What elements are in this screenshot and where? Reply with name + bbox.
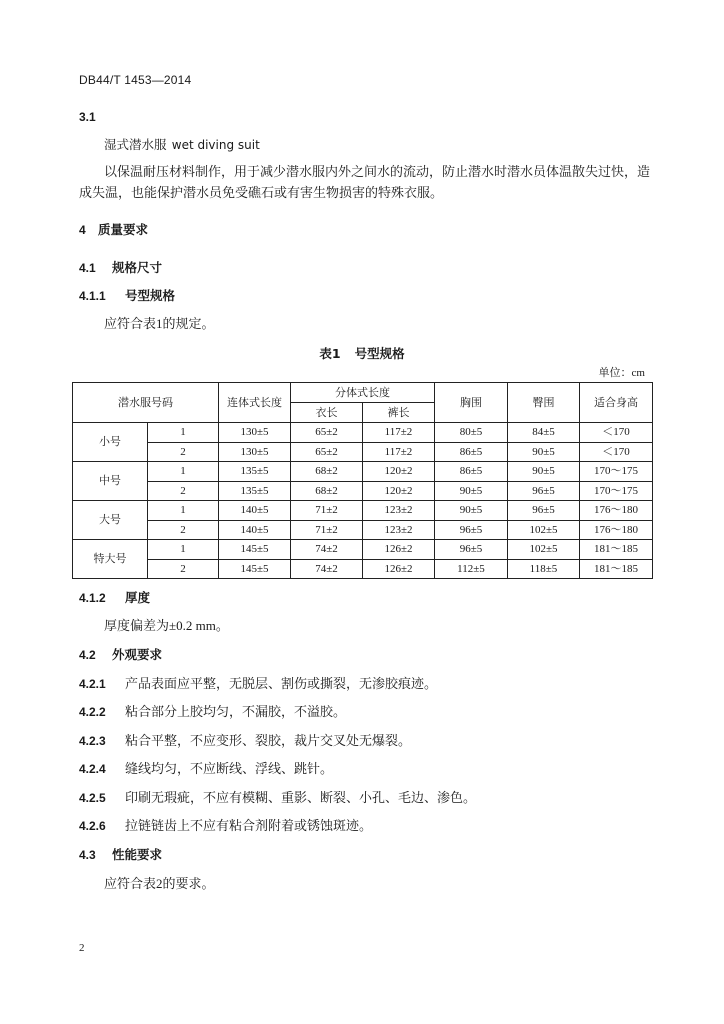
- pants-length-cell: 123±2: [363, 501, 435, 521]
- chest-cell: 90±5: [435, 501, 508, 521]
- clause-item-number: 4.2.4: [79, 762, 106, 776]
- height-cell: ＜170: [580, 442, 653, 462]
- heading-4-1-2: [79, 590, 151, 606]
- chest-cell: 80±5: [435, 423, 508, 443]
- clause-item-number: 4.2.3: [79, 734, 106, 748]
- size-number-cell: 1: [148, 423, 219, 443]
- onepiece-length-cell: 140±5: [219, 520, 291, 540]
- onepiece-length-cell: 135±5: [219, 481, 291, 501]
- heading-title: 号型规格: [125, 288, 176, 303]
- table-caption-label: 表1: [319, 346, 341, 361]
- table-row: [73, 423, 653, 443]
- clause-item-text: 粘合部分上胶均匀，不漏胶，不溢胶。: [125, 704, 347, 719]
- clause-number-3-1: 3.1: [79, 110, 96, 124]
- top-length-cell: 71±2: [291, 501, 363, 521]
- heading-4-1: [79, 260, 163, 276]
- heading-title: 性能要求: [112, 847, 163, 862]
- header-hip: 臀围: [508, 383, 580, 423]
- pants-length-cell: 117±2: [363, 423, 435, 443]
- height-cell: 181～185: [580, 559, 653, 579]
- header-pants-length: 裤长: [363, 403, 435, 423]
- heading-title: 规格尺寸: [112, 260, 163, 275]
- header-chest: 胸围: [435, 383, 508, 423]
- definition-line-2: 成失温，也能保护潜水员免受礁石或有害生物损害的特殊衣服。: [79, 185, 444, 200]
- chest-cell: 96±5: [435, 520, 508, 540]
- paragraph-thickness: 厚度偏差为±0.2 mm。: [104, 618, 229, 633]
- top-length-cell: 65±2: [291, 423, 363, 443]
- header-onepiece-length: 连体式长度: [219, 383, 291, 423]
- height-cell: 176～180: [580, 501, 653, 521]
- size-name-cell: 小号: [73, 423, 148, 462]
- hip-cell: 90±5: [508, 442, 580, 462]
- header-top-length: 衣长: [291, 403, 363, 423]
- heading-number: 4.1.1: [79, 289, 106, 303]
- clause-item: [79, 733, 412, 749]
- heading-number: 4: [79, 223, 86, 237]
- clause-item-text: 拉链链齿上不应有粘合剂附着或锈蚀斑迹。: [125, 818, 373, 833]
- table-header-row: [73, 383, 653, 403]
- table-unit: 单位：cm: [598, 367, 645, 379]
- clause-item-number: 4.2.5: [79, 791, 106, 805]
- term-english: wet diving suit: [171, 138, 260, 152]
- header-twopiece-length: 分体式长度: [291, 383, 435, 403]
- definition-line-1: 以保温耐压材料制作，用于减少潜水服内外之间水的流动，防止潜水时潜水员体温散失过快，造: [104, 164, 651, 179]
- size-number-cell: 2: [148, 442, 219, 462]
- header-size-code: 潜水服号码: [73, 383, 219, 423]
- table-row: [73, 442, 653, 462]
- hip-cell: 84±5: [508, 423, 580, 443]
- top-length-cell: 65±2: [291, 442, 363, 462]
- heading-4: [79, 222, 149, 238]
- term-heading: [104, 137, 260, 153]
- clause-item: [79, 704, 347, 720]
- size-number-cell: 1: [148, 462, 219, 482]
- heading-4-3: [79, 847, 163, 863]
- size-number-cell: 1: [148, 501, 219, 521]
- table-row: [73, 520, 653, 540]
- table-row: [73, 559, 653, 579]
- onepiece-length-cell: 135±5: [219, 462, 291, 482]
- heading-number: 4.3: [79, 848, 96, 862]
- pants-length-cell: 120±2: [363, 481, 435, 501]
- onepiece-length-cell: 130±5: [219, 442, 291, 462]
- pants-length-cell: 126±2: [363, 540, 435, 560]
- heading-title: 质量要求: [98, 222, 149, 237]
- chest-cell: 90±5: [435, 481, 508, 501]
- table-caption-title: 号型规格: [354, 346, 405, 361]
- paragraph-table1-ref: 应符合表1的规定。: [104, 316, 215, 331]
- pants-length-cell: 120±2: [363, 462, 435, 482]
- hip-cell: 96±5: [508, 501, 580, 521]
- header-height: 适合身高: [580, 383, 653, 423]
- size-number-cell: 2: [148, 520, 219, 540]
- clause-item-text: 粘合平整，不应变形、裂胶，裁片交叉处无爆裂。: [125, 733, 412, 748]
- pants-length-cell: 117±2: [363, 442, 435, 462]
- term-chinese: 湿式潜水服: [104, 137, 167, 152]
- height-cell: 176～180: [580, 520, 653, 540]
- table-row: [73, 481, 653, 501]
- size-name-cell: 大号: [73, 501, 148, 540]
- top-length-cell: 71±2: [291, 520, 363, 540]
- onepiece-length-cell: 145±5: [219, 559, 291, 579]
- hip-cell: 102±5: [508, 520, 580, 540]
- page-number: 2: [79, 942, 85, 954]
- chest-cell: 112±5: [435, 559, 508, 579]
- top-length-cell: 68±2: [291, 481, 363, 501]
- top-length-cell: 74±2: [291, 559, 363, 579]
- onepiece-length-cell: 130±5: [219, 423, 291, 443]
- pants-length-cell: 123±2: [363, 520, 435, 540]
- heading-4-2: [79, 647, 163, 663]
- chest-cell: 86±5: [435, 462, 508, 482]
- pants-length-cell: 126±2: [363, 559, 435, 579]
- clause-item-text: 印刷无瑕疵，不应有模糊、重影、断裂、小孔、毛边、渗色。: [125, 790, 477, 805]
- heading-4-1-1: [79, 288, 176, 304]
- heading-number: 4.1.2: [79, 591, 106, 605]
- clause-item-number: 4.2.2: [79, 705, 106, 719]
- top-length-cell: 68±2: [291, 462, 363, 482]
- hip-cell: 118±5: [508, 559, 580, 579]
- heading-number: 4.1: [79, 261, 96, 275]
- heading-title: 厚度: [125, 590, 151, 605]
- document-code: DB44/T 1453—2014: [79, 73, 192, 87]
- size-number-cell: 2: [148, 481, 219, 501]
- chest-cell: 86±5: [435, 442, 508, 462]
- hip-cell: 102±5: [508, 540, 580, 560]
- height-cell: ＜170: [580, 423, 653, 443]
- table-caption: [0, 346, 724, 362]
- table-row: [73, 462, 653, 482]
- table-row: [73, 501, 653, 521]
- heading-title: 外观要求: [112, 647, 163, 662]
- heading-number: 4.2: [79, 648, 96, 662]
- size-spec-table: [72, 382, 653, 579]
- clause-item-number: 4.2.6: [79, 819, 106, 833]
- clause-item-number: 4.2.1: [79, 677, 106, 691]
- size-name-cell: 特大号: [73, 540, 148, 579]
- height-cell: 181～185: [580, 540, 653, 560]
- clause-item-text: 缝线均匀，不应断线、浮线、跳针。: [125, 761, 334, 776]
- paragraph-table2-ref: 应符合表2的要求。: [104, 876, 215, 891]
- height-cell: 170～175: [580, 462, 653, 482]
- size-name-cell: 中号: [73, 462, 148, 501]
- onepiece-length-cell: 140±5: [219, 501, 291, 521]
- clause-item: [79, 676, 438, 692]
- table-row: [73, 540, 653, 560]
- clause-item: [79, 790, 477, 806]
- onepiece-length-cell: 145±5: [219, 540, 291, 560]
- clause-item: [79, 761, 334, 777]
- clause-item: [79, 818, 373, 834]
- clause-item-text: 产品表面应平整，无脱层、割伤或撕裂，无渗胶痕迹。: [125, 676, 438, 691]
- chest-cell: 96±5: [435, 540, 508, 560]
- hip-cell: 96±5: [508, 481, 580, 501]
- top-length-cell: 74±2: [291, 540, 363, 560]
- height-cell: 170～175: [580, 481, 653, 501]
- size-number-cell: 2: [148, 559, 219, 579]
- hip-cell: 90±5: [508, 462, 580, 482]
- size-number-cell: 1: [148, 540, 219, 560]
